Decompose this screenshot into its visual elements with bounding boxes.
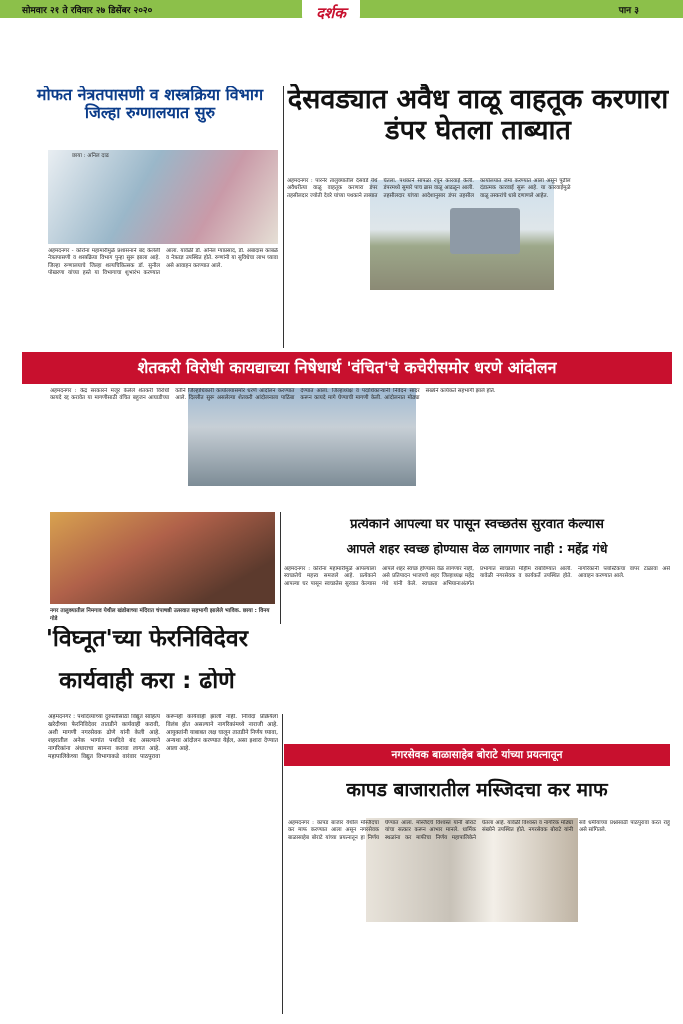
article4-photo [50, 512, 275, 604]
article7-headline: कापड बाजारातील मस्जिदचा कर माफ [346, 779, 608, 801]
column-divider [282, 714, 283, 1014]
article6-body: अहमदनगर : पथदिव्यांच्या दुरुस्तीसाठी विद्युत साहित्य खरेदीच्या फेरनिविदेवर तातडीने कार्यवाही करावी, अशी मागणी नगरसेवक ढोणे यांनी केली आहे. शहरातील अनेक भागांत पथदिवे बंद असल्याने नागरिकांना अंधाराचा सामना करावा लागत आहे. महापालिकेच्या विद्युत विभागाकडे वारंवार पाठपुरावा करूनही कार्यवाही झाली नाही. निविदा प्रक्रियेला विलंब होत असल्याने नागरिकांमध्ये नाराजी आहे. आयुक्तांनी याबाबत लक्ष घालून तातडीने निर्णय घ्यावा, अन्यथा आंदोलन करण्यात येईल, असा इशारा देण्यात आला आहे. [48, 714, 278, 760]
header-date: सोमवार २१ ते रविवार २७ डिसेंबर २०२० [22, 6, 153, 16]
article5-headline-line1: प्रत्येकाने आपल्या घर पासून स्वच्छतेस सुरवात केल्यास [350, 518, 604, 532]
column-divider [280, 512, 281, 624]
article7-kicker: नगरसेवक बाळासाहेब बोराटे यांच्या प्रयत्नातून [391, 749, 563, 761]
article1-body: अहमदनगर - कोरोना महामारीमुळे प्रशासनाने बंद केलेली नेत्रतपासणी व शस्त्रक्रिया विभाग पुन्हा सुरू झाला आहे. जिल्हा रुग्णालयाचे जिल्हा शल्यचिकित्सक डॉ. सुनील पोखरणा यांच्या हस्ते या विभागाचा शुभारंभ करण्यात आला. यावेळी डॉ. अनिल ग्याप्रसाद, डॉ. अंबादास कांबळे व नेत्रतज्ञ उपस्थित होते. रुग्णांनी या सुविधेचा लाभ घ्यावा असे आवाहन करण्यात आले. [48, 248, 278, 277]
article1-photo-credit: छाया : अनिल दाढ [72, 153, 109, 159]
article3-body: अहमदनगर : केंद्र सरकारने मंजूर केलेले शेतकरी विरोधी कायदे रद्द करावेत या मागणीसाठी वंचित बहुजन आघाडीच्या वतीने जिल्हाधिकारी कार्यालयासमोर धरणे आंदोलन करण्यात आले. दिल्लीत सुरू असलेल्या शेतकरी आंदोलनाला पाठिंबा देण्यात आला. जिल्हाध्यक्ष व पदाधिकाऱ्यांनी निवेदन सादर करून कायदे मागे घेण्याची मागणी केली. आंदोलनात मोठ्या संख्येने कार्यकर्ते सहभागी झाले होते. [50, 388, 496, 402]
article5-body: अहमदनगर : कोरोना महामारीमुळे आपल्याला स्वच्छतेचे महत्त्व समजले आहे. प्रत्येकाने आपल्या घर पासून स्वच्छतेस सुरवात केल्यास आपले शहर स्वच्छ होण्यास वेळ लागणार नाही, असे प्रतिपादन भाजपचे शहर जिल्हाध्यक्ष महेंद्र गंधे यांनी केले. स्वच्छता अभियानाअंतर्गत प्रभागात स्वच्छता मोहीम राबविण्यात आली. यावेळी नगरसेवक व कार्यकर्ते उपस्थित होते. नागरिकांनी प्लास्टिकचा वापर टाळावा असे आवाहन करण्यात आले. [284, 566, 670, 587]
article7-body: अहमदनगर : कापड बाजार येथील मस्जिदचा कर माफ करण्यात आला असून नगरसेवक बाळासाहेब बोराटे यांच्या प्रयत्नातून हा निर्णय घेण्यात आला. मस्जिदचे विश्वस्त यांनी बोराटे यांचा सत्कार करून आभार मानले. धार्मिक स्थळांना कर माफीचा निर्णय महापालिकेने घेतला आहे. यावेळी विश्वस्त व नागरिक मोठ्या संख्येने उपस्थित होते. नगरसेवक बोराटे यांनी सर्व धर्मीयांच्या प्रश्नांसाठी पाठपुरावा करत राहू असे सांगितले. [288, 820, 670, 841]
article5-headline-line2: आपले शहर स्वच्छ होण्यास वेळ लागणार नाही : महेंद्र गंधे [346, 542, 608, 556]
header-page-number: पान ३ [618, 6, 639, 16]
article1-headline: मोफत नेत्रतपासणी व शस्त्रक्रिया विभाग जिल्हा रुग्णालयात सुरु [36, 86, 264, 123]
article1-photo [48, 150, 278, 244]
masthead-logo [302, 0, 360, 26]
column-divider [283, 86, 284, 348]
article7-kicker-bar [284, 744, 670, 766]
article2-body: अहमदनगर : पारनेर तालुक्यातील देसवडे येथे अवैधरीत्या वाळू वाहतूक करणारा डंपर तहसीलदार ज्योती देवरे यांच्या पथकाने ताब्यात घेतला. पथकाने सापळा रचून कारवाई केली. डंपरमध्ये सुमारे पाच ब्रास वाळू आढळून आली. तहसीलदार यांच्या आदेशानुसार डंपर तहसील कार्यालयात जमा करण्यात आला असून पुढील दंडात्मक कारवाई सुरू आहे. या कारवाईमुळे वाळू तस्करांचे धाबे दणाणले आहेत. [287, 178, 571, 199]
article3-headline: शेतकरी विरोधी कायद्याच्या निषेधार्थ 'वंचित'चे कचेरीसमोर धरणे आंदोलन [137, 358, 557, 377]
article6-headline-line2: कार्यवाही करा : ढोणे [59, 668, 235, 694]
article2-headline: देसवड्यात अवैध वाळू वाहतूक करणारा डंपर घेतला ताब्यात [287, 84, 669, 147]
article4-caption: नगर तालुक्यातील निमगाव येथील खंडोबाच्या मंदिरात चंपाषष्ठी उत्सवात सहभागी झालेले भाविक. छाया : विनय गोडे [50, 608, 270, 622]
article6-headline-line1: 'विघ्नूत'च्या फेरनिविदेवर [45, 626, 249, 652]
article3-banner [22, 352, 672, 384]
logo-text: दर्शक [316, 4, 346, 22]
